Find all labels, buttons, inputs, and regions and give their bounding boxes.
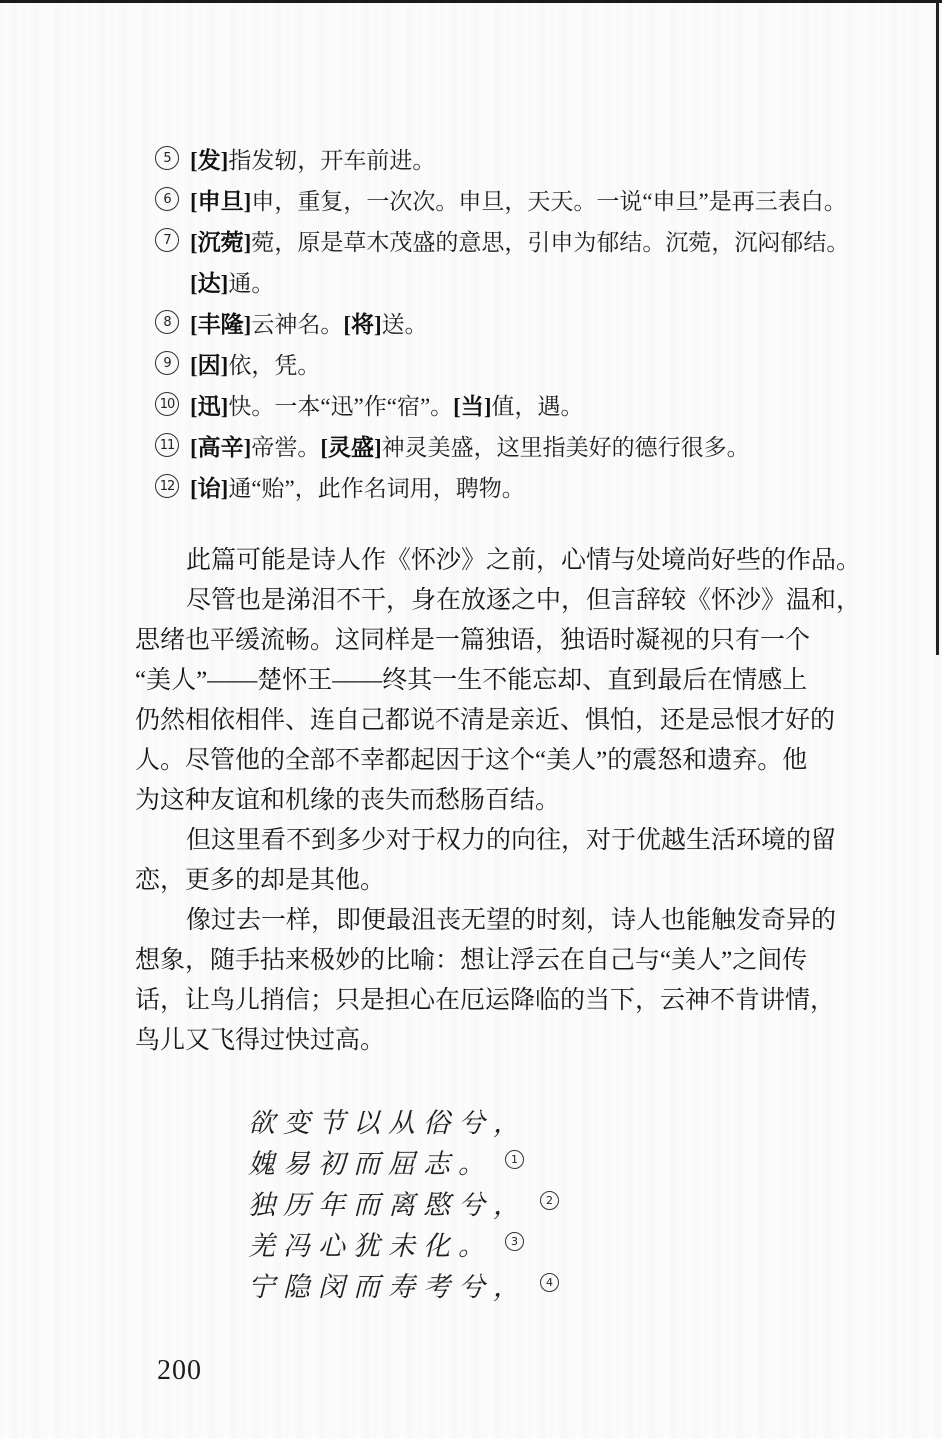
annotation-definition: 帝喾。 [251, 435, 321, 460]
annotation-number-badge: 10 [155, 392, 179, 416]
annotation-text [190, 345, 320, 386]
annotation-item [155, 304, 855, 345]
annotation-item [155, 427, 855, 468]
commentary-line: 像过去一样，即便最沮丧无望的时刻，诗人也能触发奇异的 [186, 907, 837, 934]
annotation-number-badge: 12 [155, 474, 179, 498]
commentary-line: 人。尽管他的全部不幸都起因于这个“美人”的震怒和遗弃。他 [135, 747, 808, 774]
annotation-text [190, 140, 435, 181]
poem-verse: 羌冯心犹未化。 [248, 1231, 493, 1261]
annotation-item [155, 345, 855, 386]
annotation-text [190, 427, 750, 468]
annotation-term: [高辛] [190, 435, 252, 460]
annotation-number-badge: 8 [155, 310, 179, 334]
annotation-definition: 菀，原是草木茂盛的意思，引申为郁结。沉菀，沉闷郁结。 [251, 230, 850, 255]
footnote-ref-badge: 1 [505, 1150, 524, 1169]
annotation-definition: 通“贻”，此作名词用，聘物。 [228, 476, 525, 501]
annotation-term: [迅] [190, 394, 229, 419]
poem-line [248, 1185, 808, 1226]
scan-artifact-right-edge [936, 0, 939, 655]
annotation-number-badge: 11 [155, 433, 179, 457]
commentary-line: 思绪也平缓流畅。这同样是一篇独语，独语时凝视的只有一个 [135, 627, 811, 654]
footnote-ref-badge: 2 [540, 1191, 559, 1210]
annotation-item [155, 222, 855, 263]
annotation-definition: 送。 [381, 312, 428, 337]
commentary-line: 尽管也是涕泪不干，身在放逐之中，但言辞较《怀沙》温和， [186, 587, 862, 614]
annotation-text [190, 304, 428, 345]
annotation-term: [丰隆] [190, 312, 252, 337]
annotation-definition: 值，遇。 [491, 394, 584, 419]
annotation-item [155, 140, 855, 181]
annotation-definition: 通。 [228, 271, 275, 296]
annotation-number-badge: 7 [155, 228, 179, 252]
poem-verse: 欲变节以从俗兮， [248, 1108, 528, 1138]
commentary-line: 为这种友谊和机缘的丧失而愁肠百结。 [135, 787, 561, 814]
poem-line [248, 1267, 808, 1308]
annotation-term: [当] [453, 394, 492, 419]
annotation-item [155, 386, 855, 427]
annotation-definition: 云神名。 [251, 312, 344, 337]
poem-verse: 宁隐闵而寿考兮， [248, 1272, 528, 1302]
page-number: 200 [157, 1355, 202, 1386]
commentary-line: 鸟儿又飞得过快过高。 [135, 1027, 386, 1054]
commentary-line: “美人”——楚怀王——终其一生不能忘却、直到最后在情感上 [135, 667, 808, 694]
annotation-number-badge: 9 [155, 351, 179, 375]
annotation-term: [申旦] [190, 189, 252, 214]
annotation-number-badge: 6 [155, 187, 179, 211]
poem-excerpt [248, 1103, 808, 1308]
commentary-body [135, 541, 895, 1061]
annotation-item-continuation [155, 263, 855, 304]
annotation-definition: 申，重复，一次次。申旦，天天。一说“申旦”是再三表白。 [251, 189, 847, 214]
annotation-term: [将] [343, 312, 382, 337]
poem-verse: 媿易初而屈志。 [248, 1149, 493, 1179]
annotation-number-badge: 5 [155, 146, 179, 170]
annotation-term: [沉菀] [190, 230, 252, 255]
poem-verse: 独历年而离愍兮， [248, 1190, 528, 1220]
annotation-definition: 依，凭。 [228, 353, 321, 378]
footnote-ref-badge: 3 [505, 1232, 524, 1251]
annotation-definition: 快。一本“迅”作“宿”。 [228, 394, 454, 419]
commentary-line: 想象，随手拈来极妙的比喻：想让浮云在自己与“美人”之间传 [135, 947, 808, 974]
poem-line [248, 1226, 808, 1267]
annotation-term: [发] [190, 148, 229, 173]
annotation-text [190, 181, 847, 222]
commentary-line: 此篇可能是诗人作《怀沙》之前，心情与处境尚好些的作品。 [186, 547, 862, 574]
annotation-definition: 神灵美盛，这里指美好的德行很多。 [381, 435, 750, 460]
scan-artifact-top-edge [0, 0, 942, 3]
commentary-line: 但这里看不到多少对于权力的向往，对于优越生活环境的留 [186, 827, 837, 854]
annotation-term: [因] [190, 353, 229, 378]
annotation-text [190, 468, 525, 509]
annotation-text [190, 222, 849, 263]
footnote-ref-badge: 4 [540, 1273, 559, 1292]
poem-line [248, 1103, 808, 1144]
annotation-term: [达] [190, 271, 229, 296]
poem-line [248, 1144, 808, 1185]
annotation-list [155, 140, 855, 509]
annotation-number-badge [155, 269, 179, 293]
annotation-item [155, 181, 855, 222]
annotation-item [155, 468, 855, 509]
annotation-term: [灵盛] [320, 435, 382, 460]
commentary-line: 恋，更多的却是其他。 [135, 867, 386, 894]
annotation-term: [诒] [190, 476, 229, 501]
commentary-line: 仍然相依相伴、连自己都说不清是亲近、惧怕，还是忌恨才好的 [135, 707, 836, 734]
annotation-text [190, 263, 274, 304]
annotation-definition: 指发轫，开车前进。 [228, 148, 436, 173]
commentary-line: 话，让鸟儿捎信；只是担心在厄运降临的当下，云神不肯讲情， [135, 987, 836, 1014]
annotation-text [190, 386, 584, 427]
